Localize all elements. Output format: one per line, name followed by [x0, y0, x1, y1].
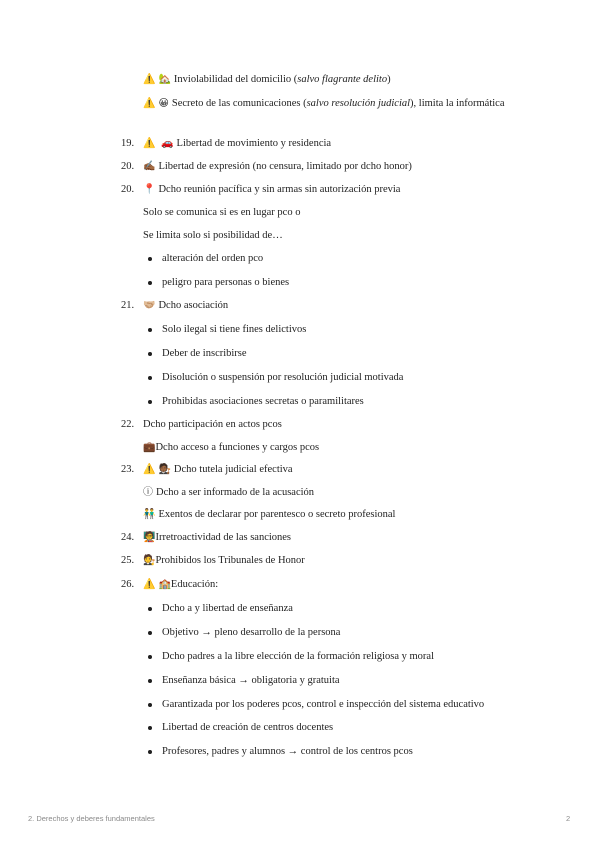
item-participacion: Dcho participación en actos pcos — [143, 419, 282, 430]
list-item: Solo ilegal si tiene fines delictivos — [162, 324, 307, 335]
item-number: 26. — [121, 579, 135, 590]
item-educacion: ⚠️ 🏫Educación: — [143, 579, 219, 590]
bullet-dot — [148, 400, 152, 404]
footer-section-title: 2. Derechos y deberes fundamentales — [28, 814, 155, 823]
warning-icon: ⚠️ — [143, 138, 156, 149]
bullet-dot — [148, 726, 152, 730]
item-inviolabilidad: ⚠️ 🏡 Inviolabilidad del domicilio (salvo flagrante delito) — [143, 74, 391, 85]
item-reunion: 📍 Dcho reunión pacífica y sin armas sin autorización previa — [143, 184, 401, 195]
judge-icon: 🧑🏾‍⚖️ — [158, 464, 171, 475]
list-item: Prohibidas asociaciones secretas o paramilitares — [162, 396, 364, 407]
item-irretroactividad: 🧑‍🏫Irretroactividad de las sanciones — [143, 532, 292, 543]
bullet-dot — [148, 352, 152, 356]
list-item: Disolución o suspensión por resolución judicial motivada — [162, 372, 404, 383]
teacher-icon: 🧑‍🏫 — [143, 532, 156, 543]
item-number: 25. — [121, 555, 135, 566]
item-libertad-expresion: ✍🏾 Libertad de expresión (no censura, limitado por dcho honor) — [143, 161, 412, 172]
list-item: alteración del orden pco — [162, 253, 264, 264]
people-icon: 👬 — [143, 509, 156, 520]
paragraph: Se limita solo si posibilidad de… — [143, 230, 283, 241]
item-number: 21. — [121, 300, 135, 311]
list-item: Deber de inscribirse — [162, 348, 247, 359]
bullet-dot — [148, 376, 152, 380]
info-icon: ⓘ — [143, 487, 153, 498]
item-exentos: 👬 Exentos de declarar por parentesco o secreto profesional — [143, 509, 396, 520]
smile-icon: 😀 — [158, 98, 169, 109]
item-tutela-judicial: ⚠️ 🧑🏾‍⚖️ Dcho tutela judicial efectiva — [143, 464, 293, 475]
item-number: 24. — [121, 532, 135, 543]
warning-icon: ⚠️ — [143, 464, 156, 475]
warning-icon: ⚠️ — [143, 579, 156, 590]
item-number: 19. — [121, 138, 135, 149]
item-number: 20. — [121, 161, 135, 172]
paragraph: Solo se comunica si es en lugar pco o — [143, 207, 301, 218]
item-secreto-comunicaciones: ⚠️ 😀 Secreto de las comunicaciones (salvo resolución judicial), limita la informática — [143, 95, 523, 112]
item-acceso-funciones: 💼Dcho acceso a funciones y cargos pcos — [143, 442, 320, 453]
handshake-icon: 🤝🏼 — [143, 300, 156, 311]
car-icon: 🚗 — [161, 138, 174, 149]
list-item: peligro para personas o bienes — [162, 277, 290, 288]
list-item: Libertad de creación de centros docentes — [162, 722, 334, 733]
judge-icon: 🧑‍⚖️ — [143, 555, 156, 566]
bullet-dot — [148, 328, 152, 332]
bullet-dot — [148, 281, 152, 285]
list-item: Dcho a y libertad de enseñanza — [162, 603, 293, 614]
writing-hand-icon: ✍🏾 — [143, 161, 156, 172]
list-item: Enseñanza básica → obligatoria y gratuita — [162, 675, 340, 686]
list-item: Garantizada por los poderes pcos, control e inspección del sistema educativo — [162, 699, 485, 710]
bullet-dot — [148, 655, 152, 659]
list-item: Dcho padres a la libre elección de la formación religiosa y moral — [162, 651, 435, 662]
item-number: 22. — [121, 419, 135, 430]
list-item: Objetivo → pleno desarrollo de la persona — [162, 627, 341, 638]
bullet-dot — [148, 703, 152, 707]
item-number: 20. — [121, 184, 135, 195]
warning-icon: ⚠️ — [143, 98, 156, 109]
page-number: 2 — [566, 814, 571, 823]
warning-icon: ⚠️ — [143, 74, 156, 85]
bullet-dot — [148, 257, 152, 261]
list-item: Profesores, padres y alumnos → control de los centros pcos — [162, 746, 413, 757]
item-asociacion: 🤝🏼 Dcho asociación — [143, 300, 229, 311]
item-tribunales-honor: 🧑‍⚖️Prohibidos los Tribunales de Honor — [143, 555, 305, 566]
item-libertad-movimiento: ⚠️ 🚗 Libertad de movimiento y residencia — [143, 138, 332, 149]
briefcase-icon: 💼 — [143, 442, 156, 453]
school-icon: 🏫 — [158, 579, 171, 590]
house-icon: 🏡 — [158, 74, 171, 85]
bullet-dot — [148, 607, 152, 611]
bullet-dot — [148, 631, 152, 635]
bullet-dot — [148, 750, 152, 754]
item-informado: ⓘ Dcho a ser informado de la acusación — [143, 487, 315, 498]
item-number: 23. — [121, 464, 135, 475]
bullet-dot — [148, 679, 152, 683]
pin-icon: 📍 — [143, 184, 156, 195]
